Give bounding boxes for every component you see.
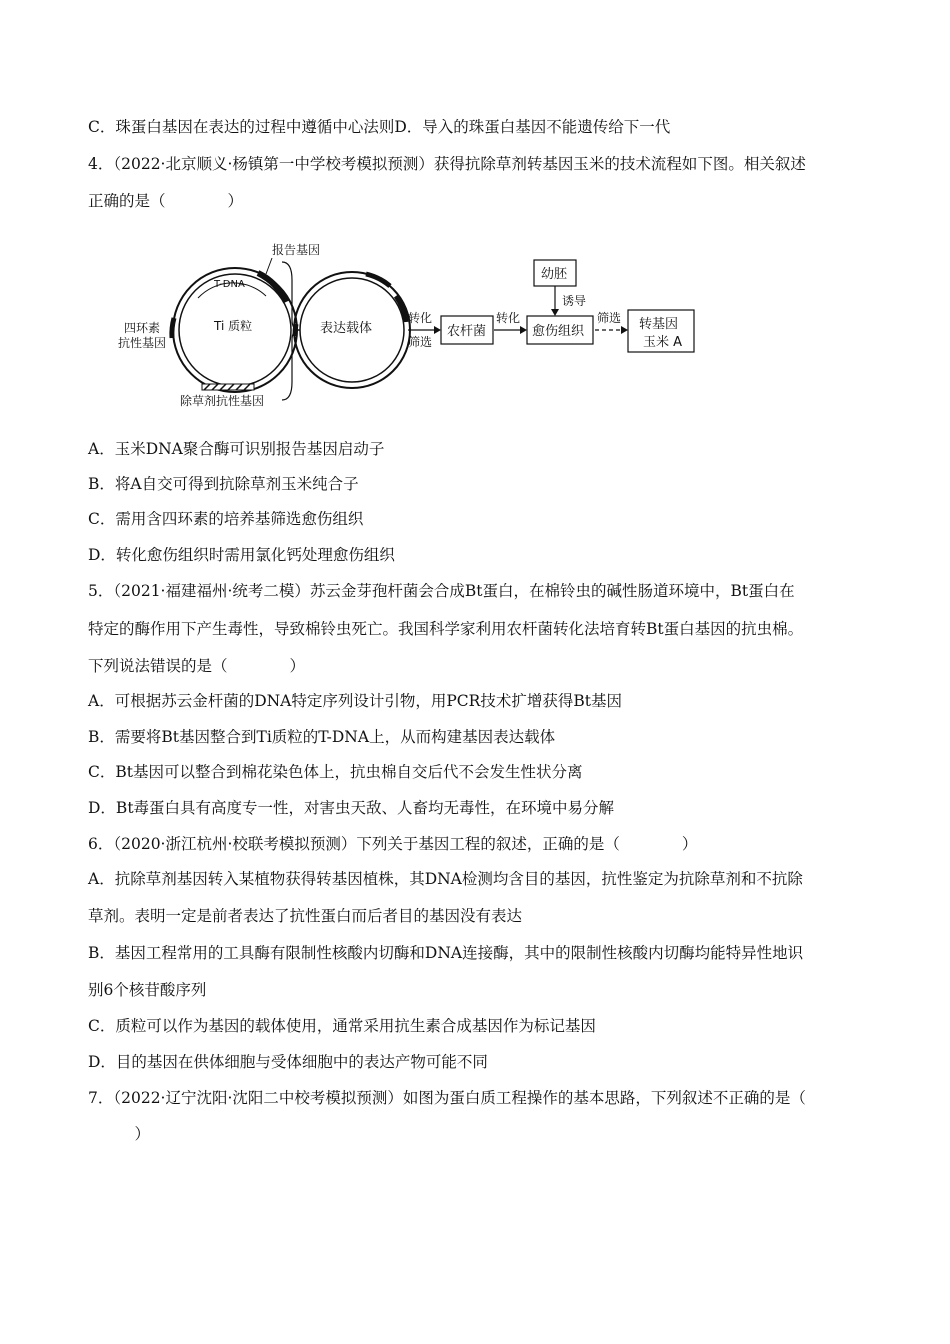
agrobacterium-label: 农杆菌 [447, 324, 487, 339]
induce-arrow-head [551, 309, 559, 316]
result-label-1: 转基因 [639, 317, 679, 332]
tet-gene-label-2: 抗性基因 [118, 336, 167, 350]
transform1-label: 转化 [408, 311, 433, 325]
embryo-label: 幼胚 [541, 267, 568, 282]
q3-option-cd: C．珠蛋白基因在表达的过程中遵循中心法则D．导入的珠蛋白基因不能遗传给下一代 [88, 118, 671, 136]
q6-option-c: C．质粒可以作为基因的载体使用，通常采用抗生素合成基因作为标记基因 [88, 1017, 596, 1035]
q6-option-d: D．目的基因在供体细胞与受体细胞中的表达产物可能不同 [88, 1053, 488, 1071]
q6-option-b-line2: 别6个核苷酸序列 [88, 981, 207, 999]
arrow1-head [434, 326, 441, 334]
q5-stem-line2: 特定的酶作用下产生毒性，导致棉铃虫死亡。我国科学家利用农杆菌转化法培育转Bt蛋白基因的抗虫棉。 [88, 620, 804, 638]
q7-stem-line2: ） [88, 1125, 151, 1143]
q4-stem-line2: 正确的是（ ） [88, 192, 244, 210]
q4-option-b: B．将A自交可得到抗除草剂玉米纯合子 [88, 475, 359, 493]
q4-option-d: D．转化愈伤组织时需用氯化钙处理愈伤组织 [88, 546, 395, 564]
tet-gene-label-1: 四环素 [124, 321, 161, 335]
arrow3-head [621, 326, 628, 334]
result-label-2: 玉米 A [643, 335, 683, 350]
q5-option-d: D．Bt毒蛋白具有高度专一性，对害虫天敌、人畜均无毒性，在环境中易分解 [88, 799, 615, 817]
q6-stem: 6．（2020·浙江杭州·校联考模拟预测）下列关于基因工程的叙述，正确的是（ ） [88, 835, 698, 853]
callus-label: 愈伤组织 [532, 324, 585, 339]
transgenic-corn-flow-diagram [110, 240, 710, 415]
ti-plasmid-label: Ti 质粒 [214, 319, 253, 333]
transform2-label: 转化 [496, 311, 521, 325]
q5-option-c: C．Bt基因可以整合到棉花染色体上，抗虫棉自交后代不会发生性状分离 [88, 763, 583, 781]
herbicide-gene-label: 除草剂抗性基因 [180, 394, 265, 408]
tet-gene-segment [172, 318, 174, 338]
vector-label: 表达载体 [320, 321, 373, 336]
vector-reporter-segment [396, 296, 406, 322]
flow-diagram-svg [110, 240, 710, 415]
q4-stem-line1: 4．（2022·北京顺义·杨镇第一中学校考模拟预测）获得抗除草剂转基因玉米的技术流程如下图。相关叙述 [88, 155, 806, 173]
q6-option-b-line1: B．基因工程常用的工具酶有限制性核酸内切酶和DNA连接酶，其中的限制性核酸内切酶均能特异性地识 [88, 944, 804, 962]
q5-option-a: A．可根据苏云金杆菌的DNA特定序列设计引物，用PCR技术扩增获得Bt基因 [88, 692, 622, 710]
induce-label: 诱导 [562, 294, 587, 308]
reporter-gene-label: 报告基因 [272, 243, 321, 257]
q6-option-a-line2: 草剂。表明一定是前者表达了抗性蛋白而后者目的基因没有表达 [88, 907, 523, 925]
tdna-label: T-DNA [214, 279, 245, 290]
q4-option-c: C．需用含四环素的培养基筛选愈伤组织 [88, 510, 364, 528]
arrow2-head [520, 326, 527, 334]
q7-stem-line1: 7．（2022·辽宁沈阳·沈阳二中校考模拟预测）如图为蛋白质工程操作的基本思路，下列叙述不正确的是（ [88, 1089, 806, 1107]
q4-option-a: A．玉米DNA聚合酶可识别报告基因启动子 [88, 440, 385, 458]
q5-stem-line1: 5．（2021·福建福州·统考二模）苏云金芽孢杆菌会合成Bt蛋白，在棉铃虫的碱性肠道环境中，Bt蛋白在 [88, 582, 795, 600]
screen2-label: 筛选 [597, 311, 622, 325]
vector-tet-segment [295, 324, 296, 336]
screen1-label: 筛选 [408, 335, 433, 349]
q5-stem-line3: 下列说法错误的是（ ） [88, 657, 306, 675]
q5-option-b: B．需要将Bt基因整合到Ti质粒的T-DNA上，从而构建基因表达载体 [88, 728, 556, 746]
q6-option-a-line1: A．抗除草剂基因转入某植物获得转基因植株，其DNA检测均含目的基因，抗性鉴定为抗除草剂和不抗除 [88, 870, 803, 888]
reporter-pointer [266, 258, 272, 274]
